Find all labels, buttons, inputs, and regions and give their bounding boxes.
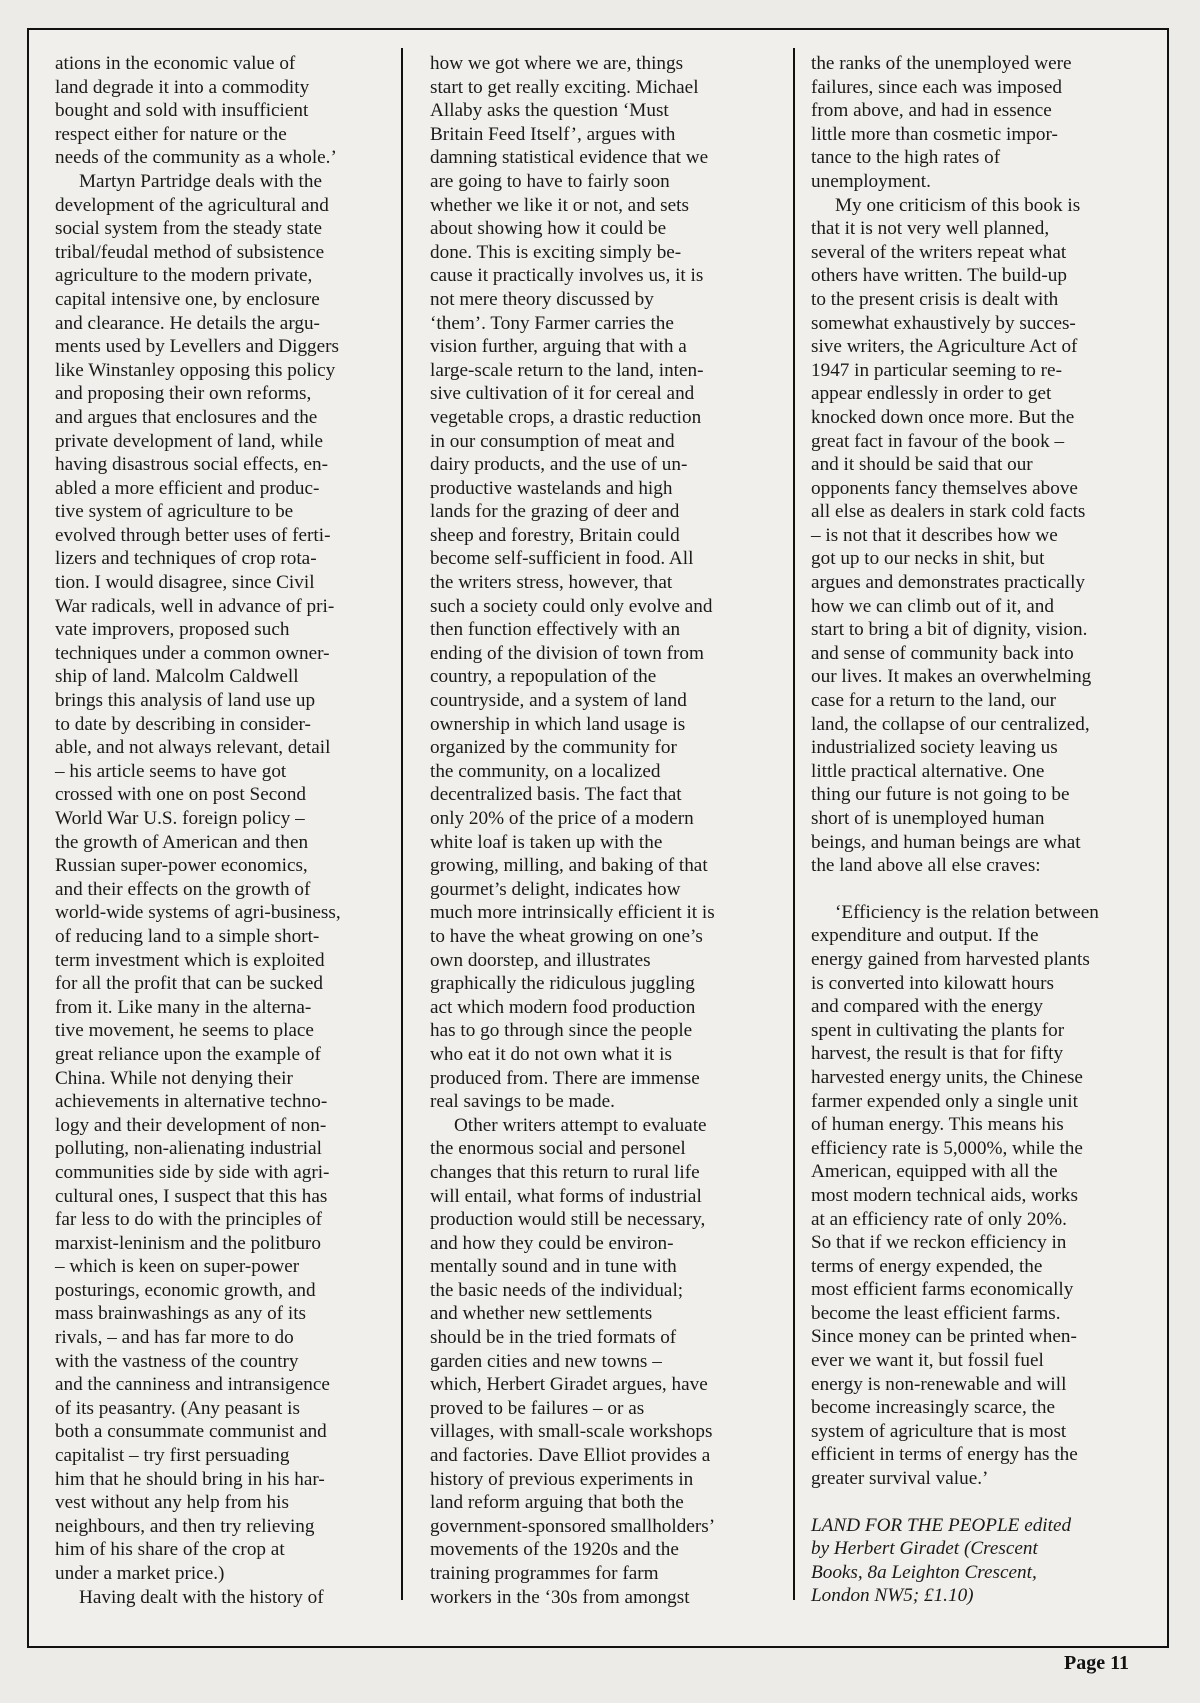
text-line: history of previous experiments in <box>430 1468 694 1490</box>
text-line: who eat it do not own what it is <box>430 1043 672 1065</box>
text-line: appear endlessly in order to get <box>811 383 1052 405</box>
text-line: knocked down once more. But the <box>811 406 1075 428</box>
text-line: him of his share of the crop at <box>55 1539 285 1561</box>
citation-line: LAND FOR THE PEOPLE edited <box>811 1514 1072 1536</box>
text-line: start to bring a bit of dignity, vision. <box>811 619 1088 641</box>
text-line: are going to have to fairly soon <box>430 170 670 192</box>
text-line: damning statistical evidence that we <box>430 147 709 169</box>
text-line: Britain Feed Itself’, argues with <box>430 123 676 145</box>
text-line: respect either for nature or the <box>55 123 287 145</box>
text-line: far less to do with the principles of <box>55 1209 322 1231</box>
column-left <box>55 52 395 1609</box>
text-line: to the present crisis is dealt with <box>811 288 1059 310</box>
quote-line: of human energy. This means his <box>811 1114 1064 1136</box>
text-line: land degrade it into a commodity <box>55 76 310 98</box>
text-line: opponents fancy themselves above <box>811 477 1078 499</box>
text-line: achievements in alternative techno- <box>55 1091 328 1113</box>
text-line: able, and not always relevant, detail <box>55 737 331 759</box>
text-line: large-scale return to the land, inten- <box>430 359 704 381</box>
text-line: lands for the grazing of deer and <box>430 501 680 523</box>
text-line: tive system of agriculture to be <box>55 501 294 523</box>
text-line: lizers and techniques of crop rota- <box>55 548 317 570</box>
text-line: others have written. The build-up <box>811 265 1067 287</box>
text-line: villages, with small-scale workshops <box>430 1421 713 1443</box>
text-line: how we got where we are, things <box>430 53 684 74</box>
text-line: then function effectively with an <box>430 619 681 641</box>
block-quote <box>811 901 1156 1491</box>
text-line: argues and demonstrates practically <box>811 572 1086 594</box>
text-line: act which modern food production <box>430 996 696 1018</box>
text-line: War radicals, well in advance of pri- <box>55 595 335 617</box>
text-line: much more intrinsically efficient it is <box>430 902 715 924</box>
text-line: agriculture to the modern private, <box>55 265 313 287</box>
text-line: become self-sufficient in food. All <box>430 548 694 570</box>
text-line: and it should be said that our <box>811 454 1033 476</box>
text-line: the ranks of the unemployed were <box>811 53 1072 74</box>
text-line: marxist-leninism and the politburo <box>55 1232 321 1254</box>
text-line: about showing how it could be <box>430 218 667 240</box>
spacer <box>811 1491 1156 1514</box>
text-line: has to go through since the people <box>430 1020 693 1042</box>
text-line: of its peasantry. (Any peasant is <box>55 1397 300 1419</box>
text-line: ownership in which land usage is <box>430 713 686 735</box>
text-line: movements of the 1920s and the <box>430 1539 679 1561</box>
text-line: thing our future is not going to be <box>811 784 1070 806</box>
column-right <box>811 52 1156 1608</box>
quote-line: American, equipped with all the <box>811 1161 1058 1183</box>
text-line: from it. Like many in the alterna- <box>55 996 312 1018</box>
text-line: great reliance upon the example of <box>55 1043 321 1065</box>
text-line: ‘them’. Tony Farmer carries the <box>430 312 674 334</box>
text-line: government-sponsored smallholders’ <box>430 1515 716 1537</box>
quote-line: at an efficiency rate of only 20%. <box>811 1208 1067 1230</box>
text-line: crossed with one on post Second <box>55 784 307 806</box>
text-line: tion. I would disagree, since Civil <box>55 572 315 594</box>
quote-line: greater survival value.’ <box>811 1468 989 1490</box>
text-line: sive cultivation of it for cereal and <box>430 383 695 405</box>
text-line: 1947 in particular seeming to re- <box>811 359 1062 381</box>
quote-line: efficient in terms of energy has the <box>811 1444 1078 1466</box>
text-line: development of the agricultural and <box>55 194 329 216</box>
text-line: little more than cosmetic impor- <box>811 123 1058 145</box>
text-line: needs of the community as a whole.’ <box>55 147 337 169</box>
text-line: cause it practically involves us, it is <box>430 265 704 287</box>
paragraph-start: Other writers attempt to evaluate <box>454 1114 707 1136</box>
text-line: logy and their development of non- <box>55 1114 327 1136</box>
text-line: cultural ones, I suspect that this has <box>55 1185 328 1207</box>
text-line: neighbours, and then try relieving <box>55 1515 315 1537</box>
text-line: abled a more efficient and produc- <box>55 477 320 499</box>
text-line: vision further, arguing that with a <box>430 336 687 358</box>
text-line: to date by describing in consider- <box>55 713 311 735</box>
text-line: of reducing land to a simple short- <box>55 925 320 947</box>
text-line: vate improvers, proposed such <box>55 619 290 641</box>
text-line: real savings to be made. <box>430 1091 615 1113</box>
text-line: ments used by Levellers and Diggers <box>55 336 340 358</box>
quote-line: most efficient farms economically <box>811 1279 1074 1301</box>
quote-line: become the least efficient farms. <box>811 1302 1061 1324</box>
column-middle <box>430 52 785 1609</box>
text-line: tive movement, he seems to place <box>55 1020 314 1042</box>
text-line: in our consumption of meat and <box>430 430 675 452</box>
text-line: private development of land, while <box>55 430 324 452</box>
text-line: Allaby asks the question ‘Must <box>430 100 669 122</box>
text-line: unemployment. <box>811 170 931 192</box>
text-line: produced from. There are immense <box>430 1067 700 1089</box>
text-line: land reform arguing that both the <box>430 1492 684 1514</box>
text-line: tance to the high rates of <box>811 147 1001 169</box>
text-line: and the canniness and intransigence <box>55 1374 330 1396</box>
quote-line: ‘Efficiency is the relation between <box>835 901 1099 923</box>
text-line: World War U.S. foreign policy – <box>55 808 305 829</box>
text-line: ations in the economic value of <box>55 53 296 74</box>
quote-line: become increasingly scarce, the <box>811 1397 1055 1419</box>
quote-line: energy gained from harvested plants <box>811 948 1090 970</box>
column-rule-left <box>401 48 403 1600</box>
text-line: sheep and forestry, Britain could <box>430 524 680 546</box>
text-line: capital intensive one, by enclosure <box>55 288 320 310</box>
text-line: will entail, what forms of industrial <box>430 1185 702 1207</box>
text-line: changes that this return to rural life <box>430 1161 700 1183</box>
text-line: him that he should bring in his har- <box>55 1468 325 1490</box>
text-line: which, Herbert Giradet argues, have <box>430 1374 708 1396</box>
text-line: with the vastness of the country <box>55 1350 299 1372</box>
text-line: our lives. It makes an overwhelming <box>811 666 1092 688</box>
quote-line: terms of energy expended, the <box>811 1255 1043 1277</box>
text-line: short of is unemployed human <box>811 808 1045 829</box>
text-line: countryside, and a system of land <box>430 690 687 712</box>
text-line: and proposing their own reforms, <box>55 383 312 405</box>
text-line: – his article seems to have got <box>55 760 287 782</box>
text-line: rivals, – and has far more to do <box>55 1327 294 1349</box>
text-line: graphically the ridiculous juggling <box>430 973 695 995</box>
text-line: mentally sound and in tune with <box>430 1256 677 1278</box>
quote-line: most modern technical aids, works <box>811 1184 1078 1206</box>
text-line: industrialized society leaving us <box>811 737 1058 759</box>
text-line: polluting, non-alienating industrial <box>55 1138 322 1160</box>
text-line: such a society could only evolve and <box>430 595 713 617</box>
text-line: ending of the division of town from <box>430 642 704 664</box>
text-line: decentralized basis. The fact that <box>430 784 682 806</box>
text-line: gourmet’s delight, indicates how <box>430 878 681 900</box>
text-line: somewhat exhaustively by succes- <box>811 312 1076 334</box>
text-line: start to get really exciting. Michael <box>430 76 699 98</box>
paragraph-start: Having dealt with the history of <box>79 1586 324 1608</box>
column-rule-right <box>793 48 795 1600</box>
quote-line: system of agriculture that is most <box>811 1420 1067 1442</box>
text-line: growing, milling, and baking of that <box>430 855 708 877</box>
spacer <box>811 878 1156 901</box>
text-line: garden cities and new towns – <box>430 1350 662 1372</box>
text-line: whether we like it or not, and sets <box>430 194 689 216</box>
quote-line: farmer expended only a single unit <box>811 1090 1078 1112</box>
text-line: proved to be failures – or as <box>430 1397 645 1419</box>
text-line: vegetable crops, a drastic reduction <box>430 406 702 428</box>
text-line: the writers stress, however, that <box>430 572 673 594</box>
text-line: sive writers, the Agriculture Act of <box>811 336 1078 358</box>
text-line: and how they could be environ- <box>430 1232 674 1254</box>
text-line: and argues that enclosures and the <box>55 406 318 428</box>
paragraph-start: My one criticism of this book is <box>835 194 1081 216</box>
text-line: – which is keen on super-power <box>55 1256 300 1278</box>
quote-line: efficiency rate is 5,000%, while the <box>811 1137 1083 1159</box>
text-line: how we can climb out of it, and <box>811 595 1054 617</box>
quote-line: harvested energy units, the Chinese <box>811 1066 1083 1088</box>
text-line: all else as dealers in stark cold facts <box>811 501 1086 523</box>
text-line: vest without any help from his <box>55 1492 289 1514</box>
text-line: training programmes for farm <box>430 1563 659 1584</box>
quote-line: ever we want it, but fossil fuel <box>811 1350 1044 1372</box>
text-line: and whether new settlements <box>430 1303 653 1325</box>
text-line: term investment which is exploited <box>55 949 325 971</box>
text-line: that it is not very well planned, <box>811 218 1050 240</box>
text-line: ship of land. Malcolm Caldwell <box>55 666 299 688</box>
text-line: the community, on a localized <box>430 760 661 782</box>
citation-line: by Herbert Giradet (Crescent <box>811 1538 1038 1560</box>
text-line: bought and sold with insufficient <box>55 100 309 122</box>
text-line: the growth of American and then <box>55 831 309 853</box>
text-line: the basic needs of the individual; <box>430 1279 684 1301</box>
text-line: dairy products, and the use of un- <box>430 454 688 476</box>
text-line: the land above all else craves: <box>811 855 1041 877</box>
text-line: and clearance. He details the argu- <box>55 312 320 334</box>
text-line: and factories. Dave Elliot provides a <box>430 1445 711 1467</box>
text-line: production would still be necessary, <box>430 1209 706 1231</box>
quote-line: expenditure and output. If the <box>811 925 1039 947</box>
text-line: country, a repopulation of the <box>430 666 657 688</box>
text-line: for all the profit that can be sucked <box>55 973 323 995</box>
text-line: workers in the ‘30s from amongst <box>430 1586 690 1608</box>
text-line: brings this analysis of land use up <box>55 690 316 712</box>
text-line: beings, and human beings are what <box>811 831 1081 853</box>
text-line: world-wide systems of agri-business, <box>55 902 341 924</box>
quote-line: spent in cultivating the plants for <box>811 1019 1065 1041</box>
text-line: having disastrous social effects, en- <box>55 454 328 476</box>
text-line: to have the wheat growing on one’s <box>430 925 703 947</box>
paragraph-start: Martyn Partridge deals with the <box>79 170 322 192</box>
text-line: land, the collapse of our centralized, <box>811 713 1090 735</box>
quote-line: So that if we reckon efficiency in <box>811 1232 1067 1254</box>
text-line: mass brainwashings as any of its <box>55 1303 307 1325</box>
text-line: organized by the community for <box>430 737 677 759</box>
text-line: communities side by side with agri- <box>55 1161 330 1183</box>
text-line: the enormous social and personel <box>430 1138 686 1160</box>
text-line: own doorstep, and illustrates <box>430 949 651 971</box>
text-line: and sense of community back into <box>811 642 1074 664</box>
quote-line: is converted into kilowatt hours <box>811 972 1055 994</box>
book-citation <box>811 1514 1156 1608</box>
text-line: both a consummate communist and <box>55 1421 327 1443</box>
text-line: social system from the steady state <box>55 218 322 240</box>
text-line: only 20% of the price of a modern <box>430 808 694 829</box>
text-line: productive wastelands and high <box>430 477 673 499</box>
text-line: tribal/feudal method of subsistence <box>55 241 325 263</box>
text-line: China. While not denying their <box>55 1067 293 1089</box>
text-line: and their effects on the growth of <box>55 878 311 900</box>
text-line: failures, since each was imposed <box>811 76 1062 98</box>
quote-line: and compared with the energy <box>811 996 1043 1018</box>
text-line: – is not that it describes how we <box>811 524 1058 546</box>
text-line: white loaf is taken up with the <box>430 831 663 853</box>
text-line: several of the writers repeat what <box>811 241 1067 263</box>
text-line: Russian super-power economics, <box>55 855 308 877</box>
page-number: Page 11 <box>1064 1652 1129 1674</box>
text-line: under a market price.) <box>55 1563 225 1584</box>
text-line: little practical alternative. One <box>811 760 1045 782</box>
text-line: from above, and had in essence <box>811 100 1052 122</box>
text-line: great fact in favour of the book – <box>811 430 1065 452</box>
text-line: like Winstanley opposing this policy <box>55 359 336 381</box>
quote-line: Since money can be printed when- <box>811 1326 1077 1348</box>
text-line: got up to our necks in shit, but <box>811 548 1045 570</box>
quote-line: energy is non-renewable and will <box>811 1373 1067 1395</box>
text-line: not mere theory discussed by <box>430 288 654 310</box>
text-line: techniques under a common owner- <box>55 642 330 664</box>
citation-line: Books, 8a Leighton Crescent, <box>811 1561 1037 1583</box>
text-line: case for a return to the land, our <box>811 690 1057 712</box>
quote-line: harvest, the result is that for fifty <box>811 1043 1064 1065</box>
text-line: should be in the tried formats of <box>430 1327 677 1349</box>
text-line: done. This is exciting simply be- <box>430 241 682 263</box>
text-line: evolved through better uses of ferti- <box>55 524 331 546</box>
text-line: capitalist – try first persuading <box>55 1445 290 1467</box>
text-line: posturings, economic growth, and <box>55 1279 316 1301</box>
citation-line: London NW5; £1.10) <box>811 1585 974 1607</box>
